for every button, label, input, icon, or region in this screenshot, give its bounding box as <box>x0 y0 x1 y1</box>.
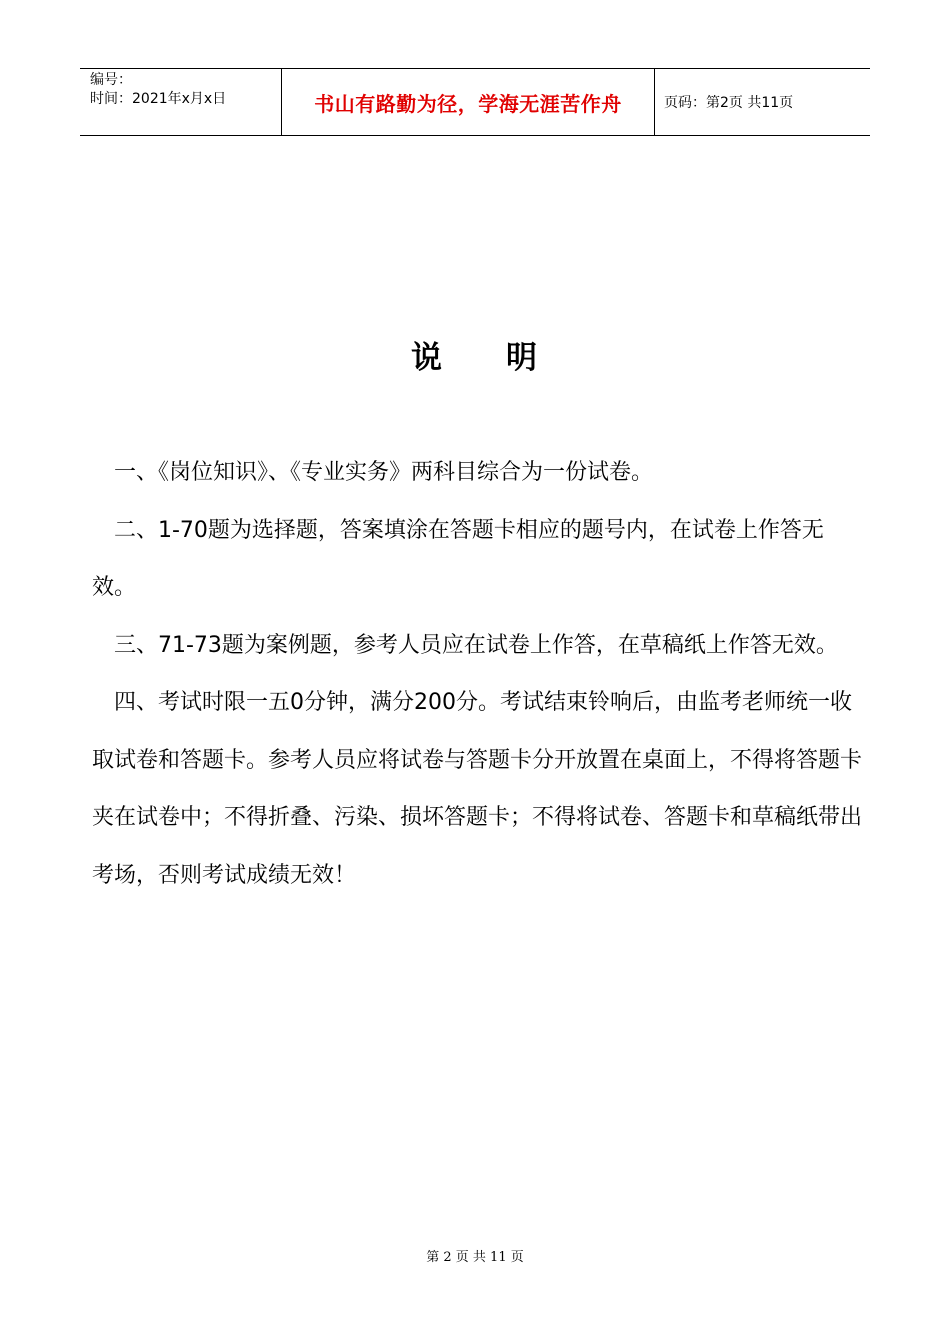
instructions-body <box>92 444 862 904</box>
instruction-paragraph-1: 一、《岗位知识》、《专业实务》两科目综合为一份试卷。 <box>114 460 654 485</box>
instruction-paragraph-2: 二、1-70题为选择题，答案填涂在答题卡相应的题号内，在试卷上作答无效。 <box>92 517 824 600</box>
header-motto: 书山有路勤为径，学海无涯苦作舟 <box>314 91 622 116</box>
header-page-info: 页码：第2页 共11页 <box>664 95 794 111</box>
instruction-paragraph-4: 四、考试时限一五0分钟，满分200分。考试结束铃响后，由监考老师统一收取试卷和答题卡。参考人员应将试卷与答题卡分开放置在桌面上，不得将答题卡夹在试卷中；不得折叠、污染、损坏答题卡；不得将试卷、答题卡和草稿纸带出考场，否则考试成绩无效！ <box>92 690 863 888</box>
page-header <box>80 68 870 136</box>
header-meta <box>80 69 281 135</box>
page-title <box>0 332 950 377</box>
serial-label: 编号： <box>90 72 132 88</box>
title-char-2: 明 <box>506 340 539 376</box>
title-char-1: 说 <box>411 340 444 376</box>
instruction-paragraph-3: 三、71-73题为案例题，参考人员应在试卷上作答，在草稿纸上作答无效。 <box>114 632 838 658</box>
date-label: 时间：2021年x月x日 <box>90 91 227 107</box>
header-motto-cell <box>281 69 655 135</box>
page-footer: 第 2 页 共 11 页 <box>426 1250 524 1265</box>
